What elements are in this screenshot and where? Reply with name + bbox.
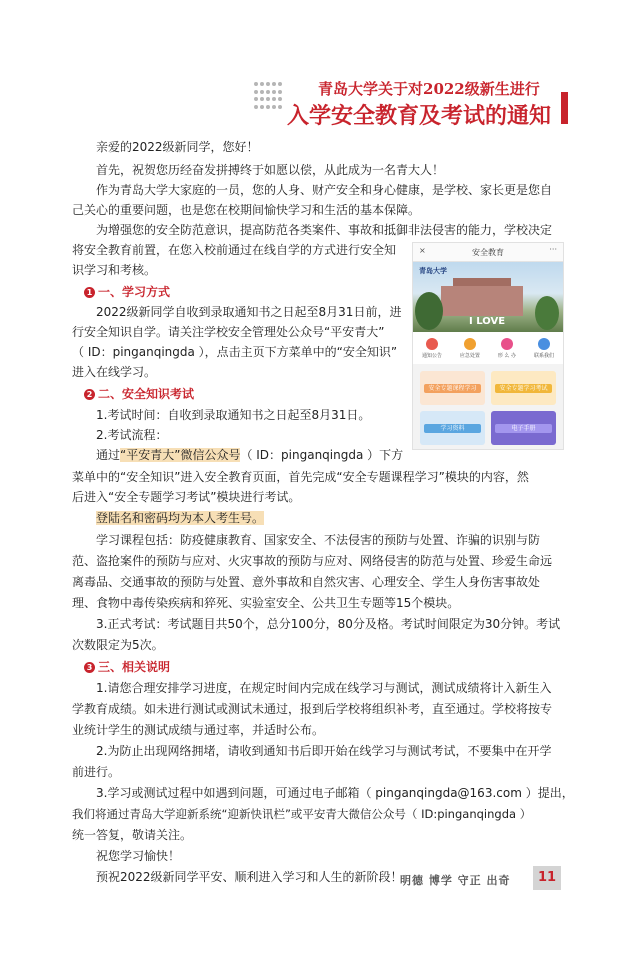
exam-card (491, 371, 556, 405)
phone-icon-menu (413, 332, 563, 364)
banner-text: I LOVE (469, 316, 506, 327)
emergency-icon (464, 338, 476, 350)
page-title-line2: 入学安全教育及考试的通知 (287, 103, 552, 129)
section2-process-label: 2.考试流程： (96, 428, 168, 442)
wechat-account-highlight: “平安青大”微信公众号 (120, 448, 241, 462)
section3-line: 统一答复，敬请关注。 (72, 828, 193, 842)
section2-process-line: 菜单中的“安全知识”进入安全教育页面，首先完成“安全专题课程学习”模块的内容，然 (72, 470, 529, 484)
intro-line: 己关心的重要问题，也是您在校期间愉快学习和生活的基本保障。 (72, 203, 421, 217)
login-note-highlight: 登陆名和密码均为本人考生号。 (96, 511, 265, 525)
section2-process-line (96, 448, 562, 463)
intro-line: 为增强您的安全防范意识，提高防范各类案件、事故和抵御非法侵害的能力，学校决定 (96, 223, 553, 237)
page-title-line1: 青岛大学关于对2022级新生进行 (318, 80, 540, 98)
section2-title: 二、安全知识考试 (98, 387, 195, 401)
course-line: 范、盗抢案件的预防与应对、火灾事故的预防与应对、网络侵害的防范与处置、珍爱生命远 (72, 554, 553, 568)
intro-line: 首先，祝贺您历经奋发拼搏终于如愿以偿，从此成为一名青大人！ (96, 163, 445, 177)
course-line: 离毒品、交通事故的预防与处置、意外事故和自然灾害、心理安全、学生人身伤害事故处 (72, 575, 541, 589)
login-note (96, 511, 558, 526)
handbook-card (491, 411, 556, 445)
section3-title: 三、相关说明 (98, 660, 171, 674)
emergency-menu-item (460, 338, 480, 359)
campus-banner-image (413, 262, 563, 332)
section3-line: 1.请您合理安排学习进度，在规定时间内完成在线学习与测试，测试成绩将计入新生入 (96, 681, 552, 695)
section3-line: 学教育成绩。如未进行测试或测试未通过，报到后学校将组织补考，直至通过。学校将按专 (72, 702, 553, 716)
section3-line: 前进行。 (72, 765, 121, 779)
howto-label: 形 么 办 (497, 352, 517, 359)
materials-card-label: 学习资料 (424, 424, 481, 433)
phone-title: 安全教育 (472, 248, 504, 257)
section3-number-badge: 3 (84, 662, 95, 673)
process-text: （ ID：pinganqingda ）下方 (240, 448, 404, 462)
course-line: 学习课程包括：防疫健康教育、国家安全、不法侵害的预防与处置、诈骗的识别与防 (96, 533, 541, 547)
section1-line: 进入在线学习。 (72, 365, 157, 379)
contact-label: 联系我们 (534, 352, 555, 359)
intro-line: 识学习和考核。 (72, 263, 157, 277)
intro-line: 作为青岛大学大家庭的一员，您的人身、财产安全和身心健康，是学校、家长更是您自 (96, 183, 553, 197)
section2-number-badge: 2 (84, 389, 95, 400)
notice-label: 通知公告 (421, 352, 442, 359)
university-logo: 青岛大学 (419, 267, 447, 275)
howto-menu-item (498, 338, 516, 359)
closing-line: 祝您学习愉快！ (96, 849, 181, 863)
title-dot-grid-icon (254, 82, 282, 110)
materials-card (420, 411, 485, 445)
section2-exam-time: 1.考试时间：自收到录取通知书之日起至8月31日。 (96, 408, 371, 422)
section1-line: （ ID：pinganqingda ），点击主页下方菜单中的“安全知识” (72, 345, 398, 359)
exam-line: 3.正式考试：考试题目共50个，总分100分，80分及格。考试时间限定为30分钟。考试 (96, 617, 561, 631)
school-motto: 明德 博学 守正 出奇 (400, 874, 511, 887)
contact-menu-item (534, 338, 554, 359)
more-icon: ··· (549, 245, 557, 254)
close-icon: × (419, 246, 426, 255)
contact-icon (538, 338, 550, 350)
section1-number-badge: 1 (84, 287, 95, 298)
notice-menu-item (422, 338, 442, 359)
section2-process-line: 后进入“安全专题学习考试”模块进行考试。 (72, 490, 301, 504)
phone-cards (413, 364, 563, 450)
section2-heading (84, 387, 402, 402)
emergency-label: 应急处置 (459, 352, 480, 359)
course-card (420, 371, 485, 405)
section3-line: 我们将通过青岛大学迎新系统“迎新快讯栏”或平安青大微信公众号（ ID:pinganqingda ） (72, 807, 532, 821)
wechat-screenshot (412, 242, 564, 450)
section3-heading (84, 660, 546, 675)
section1-heading (84, 285, 402, 300)
notice-icon (426, 338, 438, 350)
tree-shape (535, 296, 559, 330)
section1-line: 行安全知识自学。请关注学校安全管理处公众号“平安青大” (72, 325, 385, 339)
howto-icon (501, 338, 513, 350)
tree-shape (415, 292, 443, 330)
section1-title: 一、学习方式 (98, 285, 171, 299)
greeting: 亲爱的2022级新同学，您好！ (96, 140, 259, 154)
course-card-label: 安全专题课程学习 (424, 384, 481, 393)
page-number: 11 (533, 866, 561, 890)
closing-line: 预祝2022级新同学平安、顺利进入学习和人生的新阶段！ (96, 870, 403, 884)
process-text: 通过 (96, 448, 121, 462)
section3-line: 2.为防止出现网络拥堵，请收到通知书后即开始在线学习与测试考试，不要集中在开学 (96, 744, 552, 758)
handbook-card-label: 电子手册 (495, 424, 552, 433)
section3-line: 3.学习或测试过程中如遇到问题，可通过电子邮箱（ pinganqingda@163.com ）提出， (96, 786, 574, 800)
section3-line: 业统计学生的测试成绩与通过率，并适时公布。 (72, 723, 325, 737)
exam-line: 次数限定为5次。 (72, 638, 164, 652)
intro-line: 将安全教育前置，在您入校前通过在线自学的方式进行安全知 (72, 243, 397, 257)
building-shape (441, 286, 523, 316)
phone-header (413, 243, 563, 262)
title-accent-bar (561, 92, 568, 124)
section1-line: 2022级新同学自收到录取通知书之日起至8月31日前，进 (96, 305, 402, 319)
course-line: 理、食物中毒传染疾病和猝死、实验室安全、公共卫生专题等15个模块。 (72, 596, 460, 610)
exam-card-label: 安全专题学习考试 (495, 384, 552, 393)
